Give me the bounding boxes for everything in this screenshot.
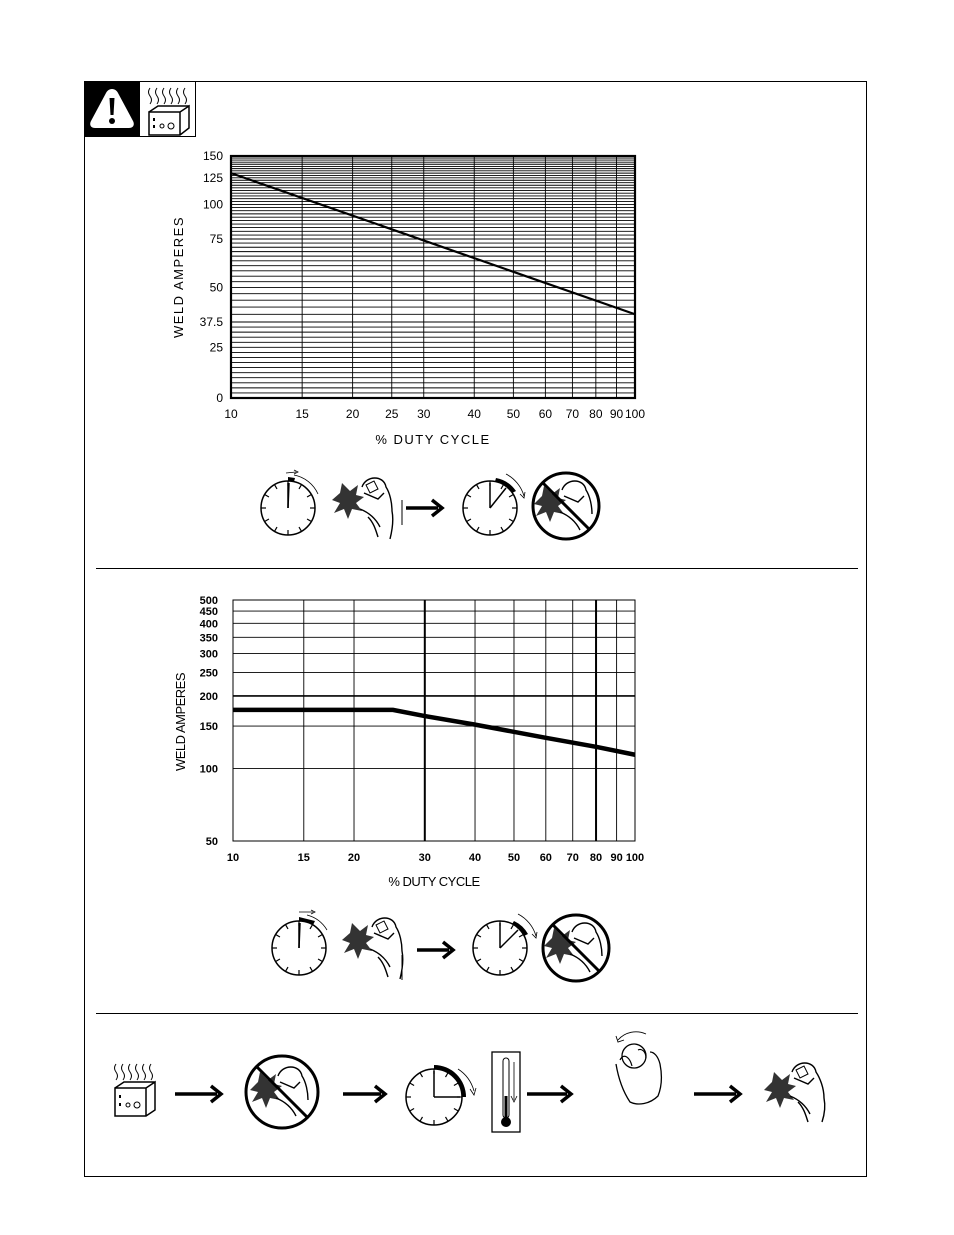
y-tick-label: 150 — [202, 149, 223, 163]
y-tick-label: 400 — [199, 618, 218, 631]
x-tick-label: 90 — [609, 407, 624, 421]
x-tick-label: 80 — [589, 852, 603, 864]
y-tick-label: 500 — [199, 595, 218, 607]
chart1-xlabel: % DUTY CYCLE — [375, 432, 491, 447]
chart1-ylabel: WELD AMPERES — [171, 215, 186, 339]
duty-cycle-timer-icon — [406, 1065, 476, 1125]
x-tick-label: 10 — [224, 407, 238, 421]
clock-tick — [410, 1109, 414, 1112]
x-tick-label: 100 — [625, 852, 645, 864]
y-tick-label: 300 — [199, 648, 218, 661]
clock-tick — [446, 1117, 449, 1121]
clock-tick — [446, 1073, 449, 1077]
right-arrow-icon — [343, 1086, 385, 1102]
reset-knob-hand-icon — [616, 1032, 661, 1104]
x-tick-label: 70 — [566, 852, 579, 864]
y-tick-label: 50 — [205, 836, 218, 848]
y-tick-label: 150 — [199, 721, 218, 734]
clock-tick — [410, 1083, 414, 1086]
x-tick-label: 10 — [226, 852, 240, 864]
clock-tick — [420, 1117, 423, 1121]
y-tick-label: 37.5 — [199, 315, 223, 329]
x-tick-label: 100 — [624, 407, 646, 421]
y-tick-label: 250 — [199, 667, 218, 680]
y-tick-label: 0 — [216, 391, 223, 405]
x-tick-label: 60 — [539, 852, 552, 864]
welder-working-icon — [764, 1063, 825, 1122]
right-arrow-icon — [175, 1086, 221, 1102]
x-tick-label: 25 — [385, 407, 399, 421]
x-tick-label: 90 — [610, 852, 623, 864]
y-tick-label: 100 — [199, 763, 218, 776]
x-tick-label: 30 — [417, 407, 431, 421]
y-tick-label: 50 — [209, 280, 223, 295]
chart2-ylabel: WELD AMPERES — [173, 672, 188, 772]
clock-tick — [454, 1083, 458, 1086]
chart2-xlabel: % DUTY CYCLE — [388, 874, 480, 889]
no-welding-icon — [246, 1056, 318, 1128]
y-tick-label: 25 — [209, 340, 223, 355]
x-tick-label: 30 — [418, 852, 431, 864]
x-tick-label: 15 — [297, 852, 310, 864]
x-tick-label: 40 — [468, 852, 482, 864]
x-tick-label: 15 — [295, 407, 309, 421]
x-tick-label: 20 — [347, 852, 361, 864]
y-tick-label: 200 — [199, 690, 218, 703]
x-tick-label: 20 — [345, 407, 360, 421]
x-tick-label: 50 — [506, 407, 521, 421]
y-tick-label: 125 — [202, 170, 223, 185]
y-tick-label: 350 — [199, 632, 218, 645]
clock-tick — [420, 1073, 423, 1077]
x-tick-label: 70 — [565, 407, 580, 421]
x-tick-label: 60 — [538, 407, 553, 421]
y-tick-label: 450 — [199, 606, 218, 619]
right-arrow-icon — [694, 1086, 740, 1102]
y-tick-label: 75 — [209, 232, 223, 246]
y-tick-label: 100 — [202, 197, 223, 212]
cooling-thermometer-icon — [492, 1052, 520, 1132]
x-tick-label: 80 — [589, 407, 603, 421]
x-tick-label: 40 — [467, 407, 481, 421]
overheated-machine-icon — [115, 1064, 156, 1116]
clock-tick — [454, 1109, 458, 1112]
right-arrow-icon — [527, 1086, 571, 1102]
x-tick-label: 50 — [507, 852, 521, 864]
